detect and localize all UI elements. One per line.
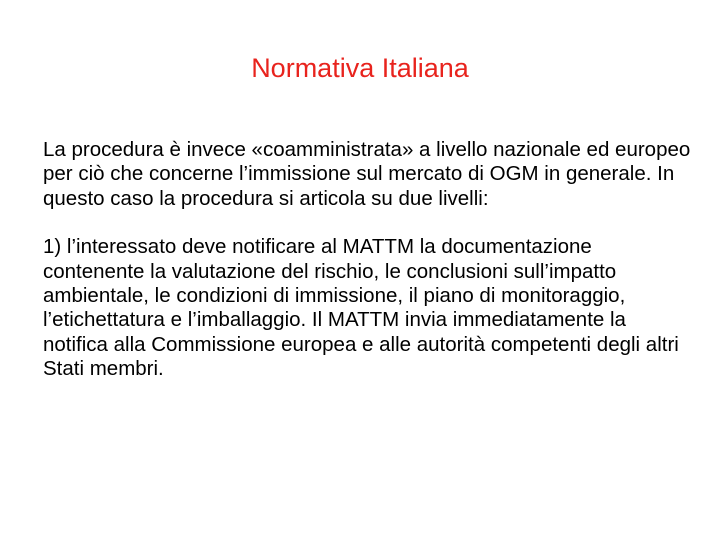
paragraph-point-1: 1) l’interessato deve notificare al MATTM la documentazione contenente la valutazione del rischio, le conclusioni sull’impatto ambientale, le condizioni di immissione, il piano di monitoraggio, l’etichettatura e l’imballaggio. Il MATTM invia immediatamente la notifica alla Commissione europea e alle autorità competenti degli altri Stati membri. [43, 235, 679, 381]
slide-title: Normativa Italiana [251, 53, 469, 83]
slide-body [43, 138, 693, 382]
paragraph-intro: La procedura è invece «coamministrata» a livello nazionale ed europeo per ciò che concerne l’immissione sul mercato di OGM in generale. In questo caso la procedura si articola su due livelli: [43, 138, 691, 210]
